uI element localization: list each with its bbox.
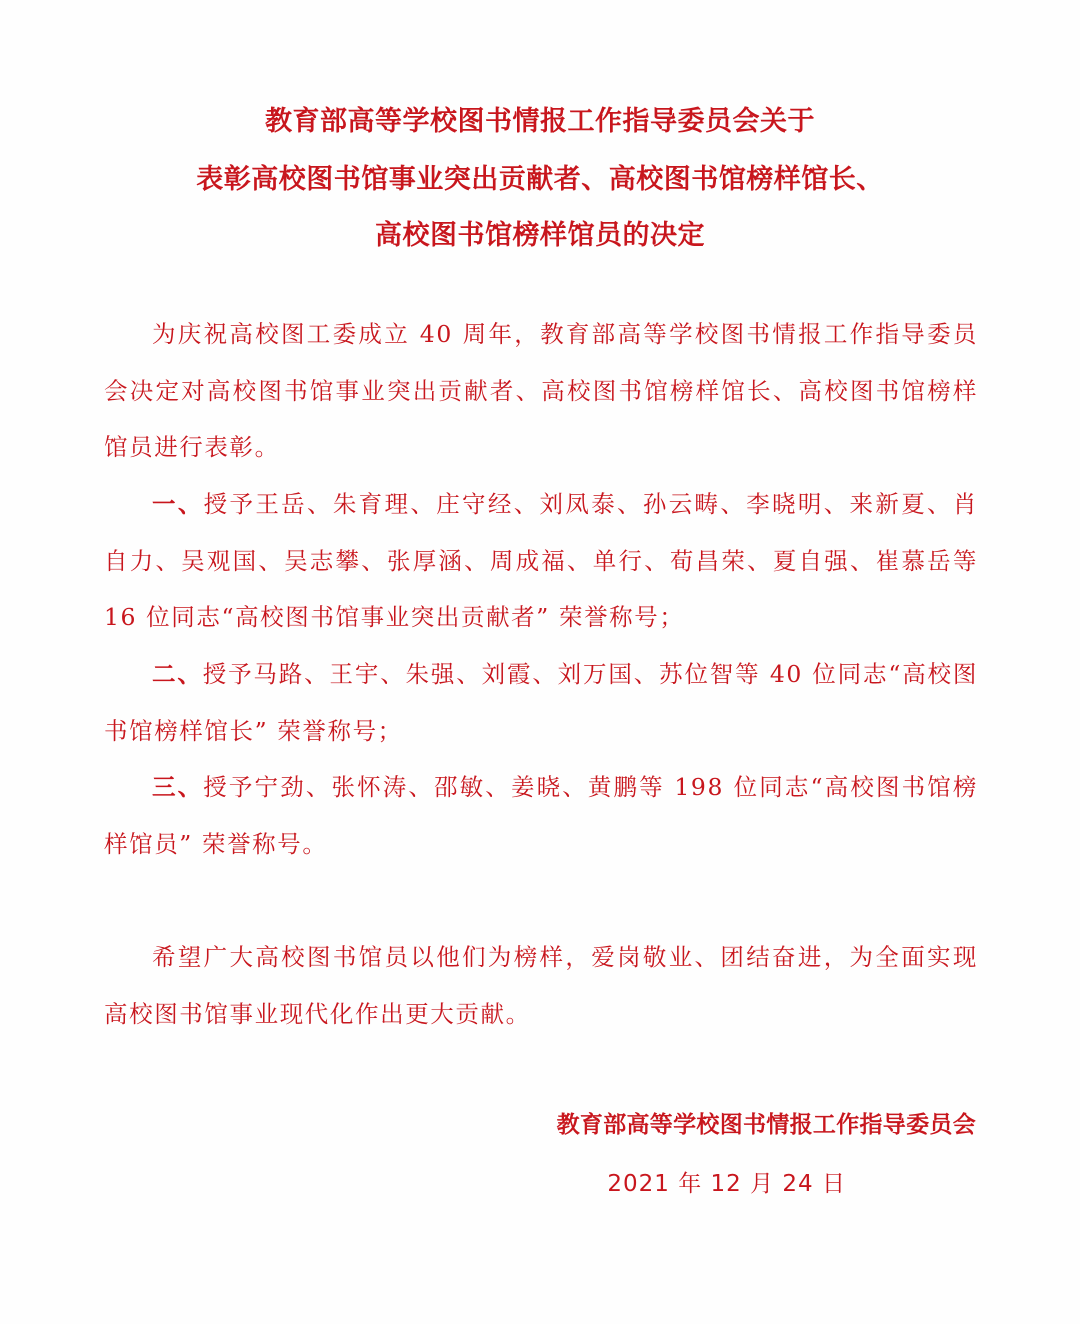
- award-item-number: 二、: [152, 660, 203, 688]
- award-item-2: [104, 646, 978, 759]
- award-item-text: 授予王岳、朱育理、庄守经、刘凤泰、孙云畴、李晓明、来新夏、肖自力、吴观国、吴志攀、张厚涵、周成福、单行、荀昌荣、夏自强、崔慕岳等 16 位同志“高校图书馆事业突出贡献者” 荣誉称号；: [104, 490, 978, 631]
- title-line-2: 表彰高校图书馆事业突出贡献者、高校图书馆榜样馆长、: [196, 164, 884, 195]
- award-item-number: 三、: [152, 773, 204, 801]
- signature-date: 2021 年 12 月 24 日: [607, 1171, 846, 1197]
- closing-paragraph: 希望广大高校图书馆员以他们为榜样，爱岗敬业、团结奋进，为全面实现高校图书馆事业现代化作出更大贡献。: [104, 943, 978, 1028]
- award-item-text: 授予马路、王宇、朱强、刘霞、刘万国、苏位智等 40 位同志“高校图书馆榜样馆长” 荣誉称号；: [104, 660, 979, 745]
- title-line-1: 教育部高等学校图书情报工作指导委员会关于: [265, 106, 815, 137]
- award-item-text: 授予宁劲、张怀涛、邵敏、姜晓、黄鹏等 198 位同志“高校图书馆榜样馆员” 荣誉称号。: [104, 773, 978, 858]
- award-item-3: [104, 759, 978, 872]
- title-line-3: 高校图书馆榜样馆员的决定: [375, 220, 705, 251]
- award-item-number: 一、: [152, 490, 204, 518]
- intro-paragraph: 为庆祝高校图工委成立 40 周年，教育部高等学校图书情报工作指导委员会决定对高校图书馆事业突出贡献者、高校图书馆榜样馆长、高校图书馆榜样馆员进行表彰。: [104, 320, 978, 461]
- signature-organization: 教育部高等学校图书情报工作指导委员会: [556, 1112, 976, 1138]
- award-item-1: [104, 476, 978, 646]
